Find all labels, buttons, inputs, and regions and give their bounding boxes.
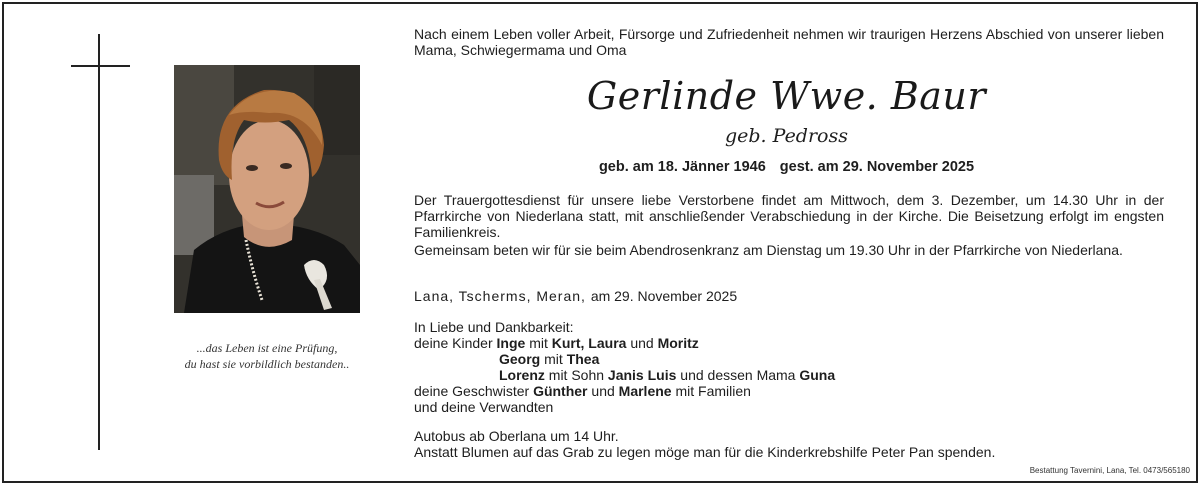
motto-quote	[160, 340, 374, 372]
name-inge: Inge	[496, 335, 526, 351]
name-marlene: Marlene	[618, 383, 672, 399]
mourners-siblings-row	[414, 383, 1164, 399]
funeral-home-credit: Bestattung Tavernini, Lana, Tel. 0473/565180	[1029, 466, 1190, 475]
bus-text: Autobus ab Oberlana um 14 Uhr.	[414, 428, 619, 444]
place-names: Lana, Tscherms, Meran,	[414, 288, 586, 304]
word-und: und	[630, 335, 654, 351]
cross-icon-bar	[71, 65, 130, 67]
label-children: deine Kinder	[414, 335, 493, 351]
rosary-text: Gemeinsam beten wir für sie beim Abendrosenkranz am Dienstag um 19.30 Uhr in der Pfarrkirche von Niederlana.	[414, 242, 1123, 258]
label-siblings: deine Geschwister	[414, 383, 530, 399]
place-date: am 29. November 2025	[590, 288, 738, 304]
mourners-heading: In Liebe und Dankbarkeit:	[414, 319, 574, 335]
name-lorenz: Lorenz	[499, 367, 545, 383]
name-guenther: Günther	[533, 383, 588, 399]
motto-line-1: ...das Leben ist eine Prüfung,	[196, 341, 338, 355]
word-mit: mit	[529, 335, 548, 351]
word-mit-familien: mit Familien	[675, 383, 751, 399]
portrait-photo	[174, 65, 360, 313]
intro-text: Nach einem Leben voller Arbeit, Fürsorge und Zufriedenheit nehmen wir traurigen Herzens Abschied von unserer lieben Mama, Schwiegermama und Oma	[414, 26, 1164, 58]
word-mit-sohn: mit Sohn	[548, 367, 605, 383]
name-moritz: Moritz	[657, 335, 699, 351]
donation-text: Anstatt Blumen auf das Grab zu legen möge man für die Kinderkrebshilfe Peter Pan spenden.	[414, 444, 996, 460]
mourners-relatives-row: und deine Verwandten	[414, 399, 554, 415]
mourners-children-row	[414, 335, 1164, 351]
name-guna: Guna	[799, 367, 836, 383]
mourners-georg-row	[414, 351, 1164, 367]
word-und: und	[591, 383, 615, 399]
mourners-lorenz-row	[414, 367, 1164, 383]
mourners-list	[414, 319, 1164, 415]
deceased-name: Gerlinde Wwe. Baur	[586, 74, 987, 118]
birth-date: geb. am 18. Jänner 1946	[598, 159, 766, 175]
name-georg: Georg	[499, 351, 541, 367]
name-kurt-laura: Kurt, Laura	[551, 335, 627, 351]
death-date: gest. am 29. November 2025	[779, 159, 975, 175]
birth-name: geb. Pedross	[724, 125, 848, 147]
name-janis-luis: Janis Luis	[607, 367, 677, 383]
bus-notice	[414, 428, 1164, 460]
motto-line-2: du hast sie vorbildlich bestanden..	[184, 357, 350, 371]
cross-icon	[98, 34, 100, 450]
word-mit: mit	[544, 351, 563, 367]
name-thea: Thea	[566, 351, 600, 367]
place-date-line	[414, 288, 1164, 304]
life-dates	[414, 158, 1159, 176]
funeral-service-text: Der Trauergottesdienst für unsere liebe Verstorbene findet am Mittwoch, dem 3. Dezember, um 14.30 Uhr in der Pfarrkirche von Niederlana statt, mit anschließender Verabschiedung in der Kirche. Die Beisetzung erfolgt im engsten Familienkreis.	[414, 192, 1164, 240]
word-dessen-mama: und dessen Mama	[680, 367, 796, 383]
